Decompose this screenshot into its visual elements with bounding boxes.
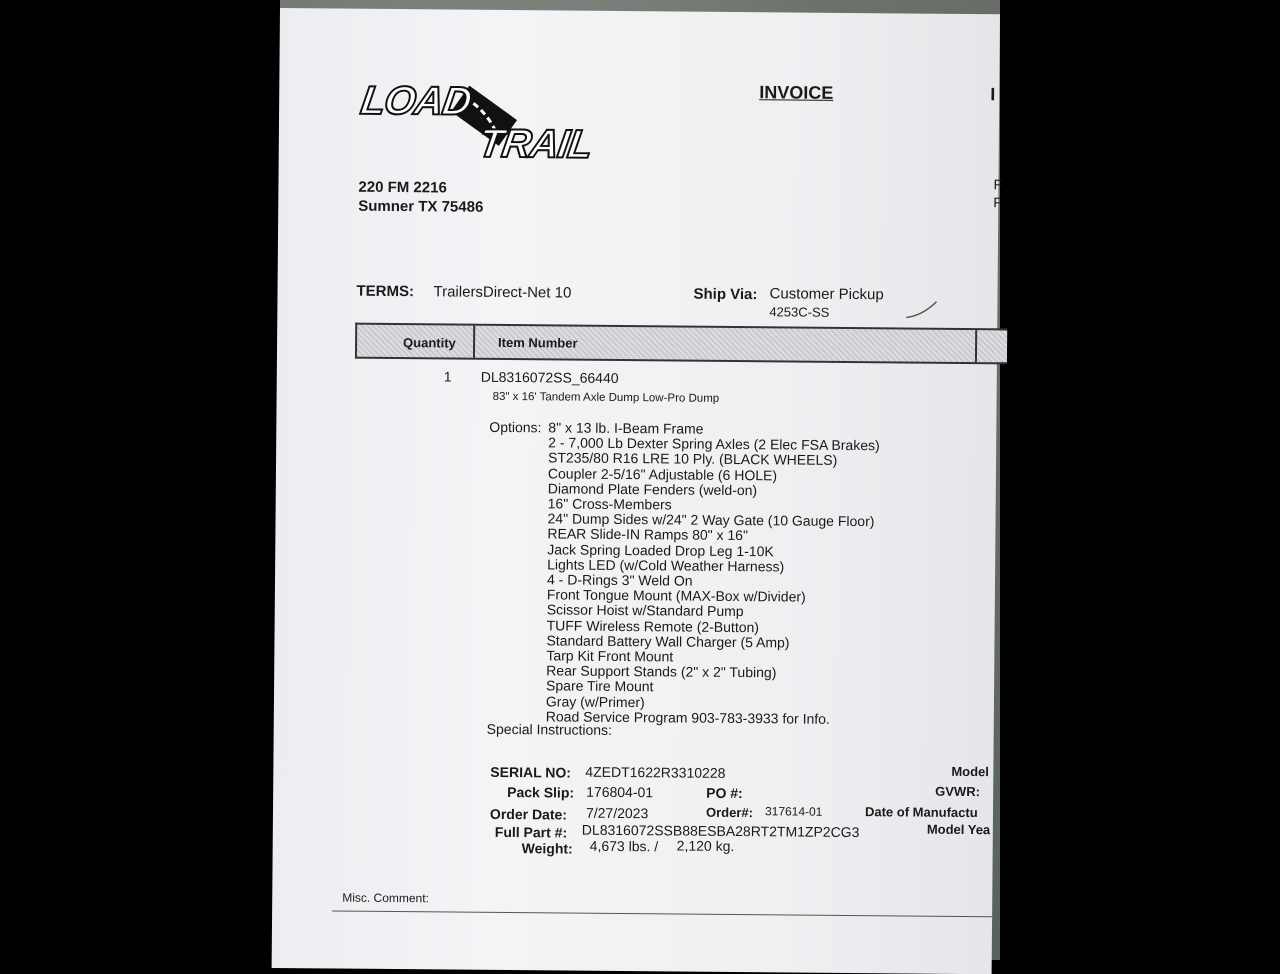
option-item: 2 - 7,000 Lb Dexter Spring Axles (2 Elec FSA Brakes): [548, 434, 880, 454]
options-list: [546, 420, 880, 727]
po-label: PO #:: [706, 784, 743, 802]
order-date-value: 7/27/2023: [585, 804, 649, 822]
line-item-description: 83" x 16' Tandem Axle Dump Low-Pro Dump: [492, 390, 720, 405]
option-item: Coupler 2-5/16" Adjustable (6 HOLE): [547, 464, 778, 483]
option-item: Jack Spring Loaded Drop Leg 1-10K: [547, 540, 774, 559]
full-part-value: DL8316072SSB88ESBA28RT2TM1ZP2CG3: [581, 821, 860, 841]
order-number-value: 317614-01: [764, 804, 823, 819]
right-cut-text-2: F: [993, 194, 1002, 211]
option-item: Rear Support Stands (2" x 2" Tubing): [546, 662, 777, 681]
weight-kg: 2,120 kg.: [676, 837, 735, 854]
option-item: 24" Dump Sides w/24" 2 Way Gate (10 Gauge Floor): [547, 510, 875, 530]
option-item: Lights LED (w/Cold Weather Harness): [547, 556, 785, 575]
model-year-label: Model Yea: [926, 821, 991, 838]
gvwr-label: GVWR:: [935, 783, 981, 800]
date-of-manufacture-label: Date of Manufactu: [864, 804, 978, 821]
serial-value: 4ZEDT1622R3310228: [585, 763, 726, 781]
address-line-1: 220 FM 2216: [358, 178, 447, 197]
order-date-label: Order Date:: [489, 805, 568, 823]
option-item: Spare Tire Mount: [546, 677, 654, 695]
full-part-label: Full Part #:: [494, 823, 568, 841]
quantity-header: Quantity: [403, 335, 456, 351]
misc-comment-label: Misc. Comment:: [342, 890, 429, 906]
address-line-2: Sumner TX 75486: [358, 197, 484, 216]
option-item: Road Service Program 903-783-3933 for Info.: [545, 708, 830, 727]
line-item-number: DL8316072SS_66440: [480, 368, 619, 386]
option-item: Standard Battery Wall Charger (5 Amp): [546, 632, 790, 651]
option-item: Front Tongue Mount (MAX-Box w/Divider): [546, 586, 806, 605]
option-item: 4 - D-Rings 3" Weld On: [546, 571, 693, 589]
pack-slip-label: Pack Slip:: [507, 784, 575, 801]
ship-via-label: Ship Via:: [693, 285, 758, 304]
ship-via-value: Customer Pickup: [769, 285, 884, 304]
right-header-cut: I: [990, 84, 996, 105]
option-item: Tarp Kit Front Mount: [546, 647, 674, 665]
special-instructions-label: Special Instructions:: [486, 720, 613, 738]
option-item: REAR Slide-IN Ramps 80" x 16": [547, 525, 749, 544]
terms-value: TrailersDirect-Net 10: [433, 283, 572, 302]
options-label: Options:: [489, 418, 542, 436]
weight-label: Weight:: [521, 840, 573, 857]
logo-text-load: LOAD: [357, 78, 474, 124]
photo-background: [280, 0, 1003, 960]
right-cut-text-1: F: [993, 176, 1003, 193]
pack-slip-value: 176804-01: [586, 783, 654, 801]
terms-label: TERMS:: [356, 282, 415, 301]
option-item: Diamond Plate Fenders (weld-on): [547, 480, 758, 498]
item-number-header: Item Number: [498, 334, 578, 351]
option-item: ST235/80 R16 LRE 10 Ply. (BLACK WHEELS): [548, 449, 838, 469]
line-quantity: 1: [443, 368, 452, 385]
model-label: Model: [951, 763, 989, 780]
checkmark-icon: [902, 299, 942, 323]
option-item: TUFF Wireless Remote (2-Button): [546, 616, 760, 635]
ship-via-code: 4253C-SS: [769, 304, 830, 320]
logo-text-trail: TRAIL: [475, 121, 595, 167]
option-item: Scissor Hoist w/Standard Pump: [546, 601, 744, 620]
document-title: INVOICE: [759, 82, 834, 103]
serial-label: SERIAL NO:: [490, 763, 572, 781]
invoice-paper: [272, 8, 1003, 974]
option-item: 16" Cross-Members: [547, 495, 672, 513]
footer-divider: [332, 910, 992, 917]
weight-lbs: 4,673 lbs. /: [589, 837, 659, 855]
option-item: Gray (w/Primer): [545, 693, 645, 710]
option-item: 8" x 13 lb. I-Beam Frame: [548, 419, 704, 437]
order-number-label: Order#:: [705, 804, 754, 821]
